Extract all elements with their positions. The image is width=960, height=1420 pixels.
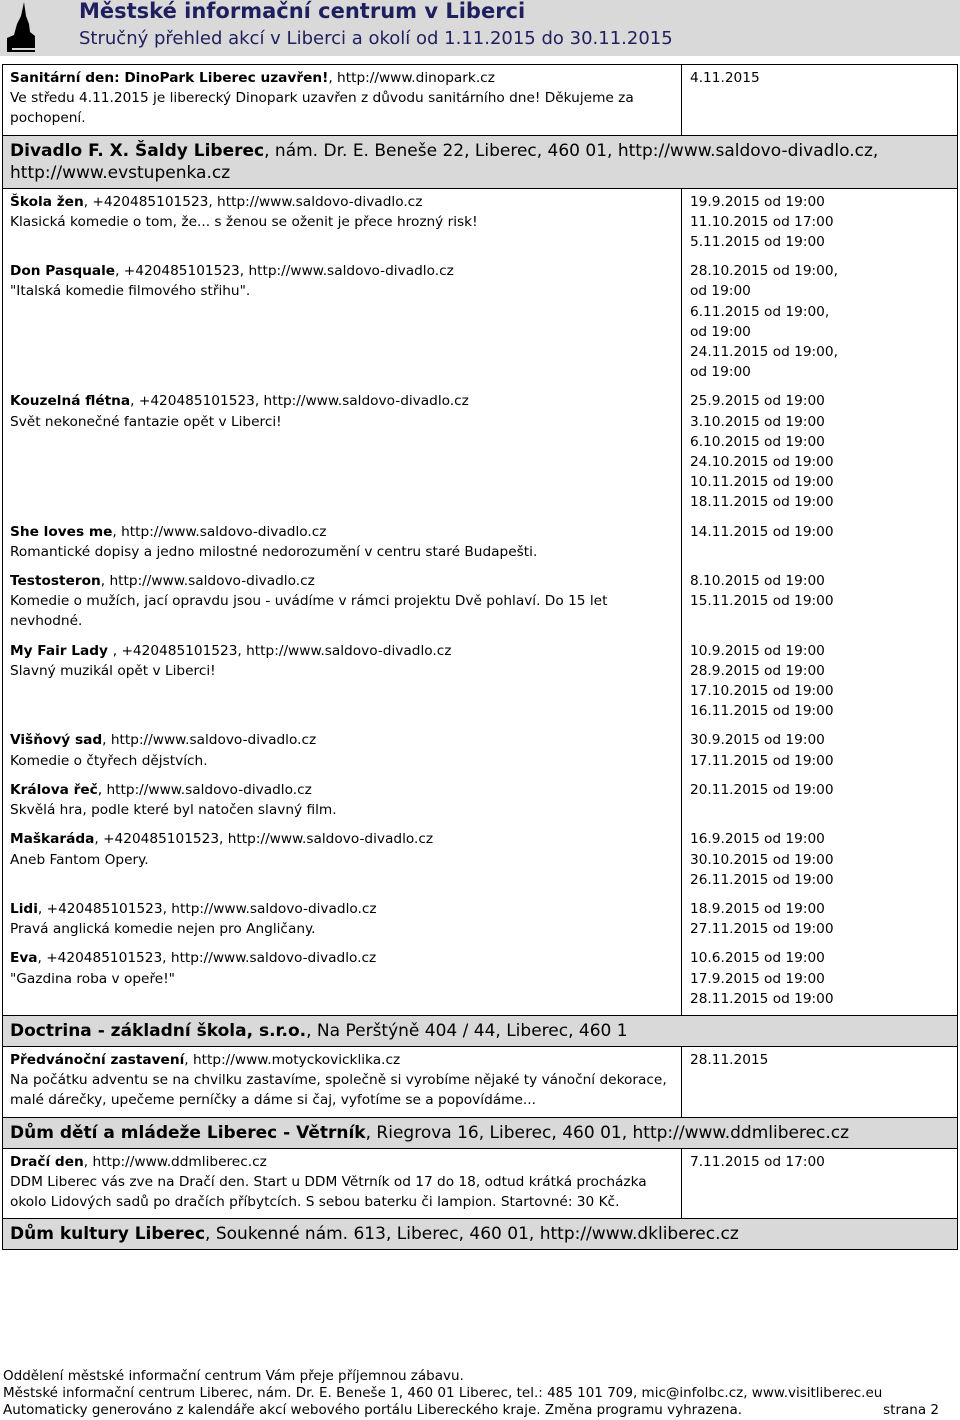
event-date: 17.9.2015 od 19:00 [690, 970, 825, 987]
page-subtitle: Stručný přehled akcí v Liberci a okolí od 1.11.2015 do 30.11.2015 [79, 28, 673, 49]
event-heading [10, 68, 674, 88]
venue-name: Dům dětí a mládeže Liberec - Větrník [10, 1122, 366, 1143]
date-list [690, 568, 950, 617]
event-name: Dračí den [10, 1153, 84, 1170]
event-info [3, 65, 682, 136]
event-date: 6.11.2015 od 19:00, [690, 303, 830, 320]
event-date: 28.10.2015 od 19:00, [690, 263, 838, 280]
event-row [3, 568, 958, 638]
event-info [3, 896, 682, 945]
event-contact: , http://www.motyckovicklika.cz [184, 1051, 401, 1068]
event-description: Slavný muzikál opět v Liberci! [10, 662, 216, 679]
date-list [690, 777, 950, 806]
events-table [2, 64, 958, 1250]
date-list [690, 388, 950, 518]
event-heading [10, 641, 674, 661]
event-heading [10, 829, 674, 849]
event-contact: , http://www.saldovo-divadlo.cz [97, 781, 312, 798]
event-row [3, 896, 958, 945]
event-info [3, 945, 682, 1015]
footer-disclaimer: Automaticky generováno z kalendáře akcí webového portálu Libereckého kraje. Změna programu vyhrazena. [3, 1402, 743, 1418]
date-list [690, 519, 950, 548]
event-dates [682, 638, 958, 728]
event-date: 3.10.2015 od 19:00 [690, 413, 825, 430]
event-info [3, 826, 682, 896]
event-date: 30.10.2015 od 19:00 [690, 851, 834, 868]
date-list [690, 258, 950, 388]
event-date: 18.9.2015 od 19:00 [690, 900, 825, 917]
venue-name: Doctrina - základní škola, s.r.o. [10, 1020, 307, 1041]
event-contact: , http://www.saldovo-divadlo.cz [100, 573, 315, 590]
event-date: 24.10.2015 od 19:00 [690, 454, 834, 471]
event-description: Na počátku adventu se na chvilku zastavíme, společně si vyrobíme nějaké ty vánoční dekorace, malé dárečky, upečeme perníčky a dáme si čaj, vyfotíme se a popovídáme... [10, 1072, 667, 1109]
event-name: She loves me [10, 523, 113, 540]
event-row [3, 1148, 958, 1219]
event-date: 10.11.2015 od 19:00 [690, 474, 834, 491]
page-header [0, 0, 960, 56]
event-block [10, 519, 674, 568]
venue-row [3, 1015, 958, 1046]
event-description: Komedie o mužích, jací opravdu jsou - uvádíme v rámci projektu Dvě pohlaví. Do 15 let nevhodné. [10, 593, 608, 630]
event-row [3, 188, 958, 258]
event-name: Králova řeč [10, 781, 98, 798]
event-dates [682, 777, 958, 826]
venue-header [3, 135, 958, 188]
event-info [3, 258, 682, 388]
event-block [10, 945, 674, 994]
event-contact: , +420485101523, http://www.saldovo-divadlo.cz [37, 900, 377, 917]
event-date: 18.11.2015 od 19:00 [690, 494, 834, 511]
event-date: 6.10.2015 od 19:00 [690, 433, 825, 450]
event-dates [682, 388, 958, 518]
date-list [690, 65, 950, 94]
event-info [3, 188, 682, 258]
venue-address: , nám. Dr. E. Beneše 22, Liberec, 460 01, http://www.saldovo-divadlo.cz, http://www.evstupenka.cz [10, 140, 879, 183]
event-date: 20.11.2015 od 19:00 [690, 781, 834, 798]
event-date: od 19:00 [690, 283, 751, 300]
event-heading [10, 261, 674, 281]
event-description: Skvělá hra, podle které byl natočen slavný film. [10, 802, 337, 819]
event-block [10, 1149, 674, 1219]
event-info [3, 388, 682, 518]
event-name: Sanitární den: DinoPark Liberec uzavřen! [10, 70, 329, 86]
event-date: 24.11.2015 od 19:00, [690, 344, 838, 361]
event-date: 10.9.2015 od 19:00 [690, 642, 825, 659]
venue-row [3, 1117, 958, 1148]
event-date: 27.11.2015 od 19:00 [690, 921, 834, 938]
event-heading [10, 522, 674, 542]
event-date: od 19:00 [690, 364, 751, 381]
event-dates [682, 568, 958, 638]
event-row [3, 945, 958, 1015]
event-heading [10, 571, 674, 591]
event-dates [682, 945, 958, 1015]
event-contact: , +420485101523, http://www.saldovo-divadlo.cz [94, 831, 434, 848]
footer-greeting: Oddělení městské informační centrum Vám přeje příjemnou zábavu. [3, 1368, 464, 1384]
event-info [3, 1046, 682, 1117]
venue-row [3, 135, 958, 188]
date-list [690, 1149, 950, 1178]
event-date: 28.11.2015 od 19:00 [690, 990, 834, 1007]
date-list [690, 945, 950, 1015]
event-date: 14.11.2015 od 19:00 [690, 523, 834, 540]
event-dates [682, 188, 958, 258]
venue-name: Dům kultury Liberec [10, 1224, 206, 1245]
event-contact: , +420485101523, http://www.saldovo-divadlo.cz [130, 393, 469, 410]
event-date: 15.11.2015 od 19:00 [690, 593, 834, 610]
event-description: Komedie o čtyřech dějstvích. [10, 752, 208, 769]
event-date: 10.6.2015 od 19:00 [690, 950, 825, 967]
event-dates [682, 258, 958, 388]
event-block [10, 727, 674, 776]
event-dates [682, 1046, 958, 1117]
event-dates [682, 65, 958, 136]
event-date: 25.9.2015 od 19:00 [690, 393, 825, 410]
event-dates [682, 826, 958, 896]
event-block [10, 896, 674, 945]
event-contact: , http://www.ddmliberec.cz [83, 1153, 267, 1170]
event-description: Klasická komedie o tom, že... s ženou se oženit je přece hrozný risk! [10, 213, 478, 230]
venue-address: , Riegrova 16, Liberec, 460 01, http://www.ddmliberec.cz [365, 1122, 850, 1143]
event-row [3, 727, 958, 776]
event-row [3, 826, 958, 896]
event-row [3, 388, 958, 518]
footer-contact: Městské informační centrum Liberec, nám. Dr. E. Beneše 1, 460 01 Liberec, tel.: 485 101 709, mic@infolbc.cz, www.visitliberec.eu [3, 1385, 883, 1401]
event-name: Předvánoční zastavení [10, 1051, 185, 1068]
event-date: od 19:00 [690, 323, 751, 340]
venue-header [3, 1015, 958, 1046]
event-block [10, 189, 674, 238]
event-description: Ve středu 4.11.2015 je liberecký Dinopark uzavřen z důvodu sanitárního dne! Děkujeme za pochopení. [10, 90, 634, 127]
event-heading [10, 1050, 674, 1070]
event-name: Višňový sad [10, 732, 103, 749]
event-block [10, 826, 674, 875]
event-dates [682, 896, 958, 945]
event-contact: , +420485101523, http://www.saldovo-divadlo.cz [37, 950, 377, 967]
event-description: Svět nekonečné fantazie opět v Liberci! [10, 413, 282, 430]
event-name: Maškaráda [10, 831, 95, 848]
event-date: 8.10.2015 od 19:00 [690, 573, 825, 590]
event-name: Lidi [10, 900, 38, 917]
event-date: 11.10.2015 od 17:00 [690, 213, 834, 230]
event-name: Škola žen [10, 193, 84, 210]
event-row [3, 65, 958, 136]
event-date: 17.11.2015 od 19:00 [690, 752, 834, 769]
event-date: 26.11.2015 od 19:00 [690, 871, 834, 888]
page-title: Městské informační centrum v Liberci [79, 0, 526, 23]
event-date: 28.11.2015 [690, 1051, 769, 1068]
event-heading [10, 192, 674, 212]
event-info [3, 1148, 682, 1219]
event-date: 19.9.2015 od 19:00 [690, 193, 825, 210]
event-date: 16.9.2015 od 19:00 [690, 831, 825, 848]
event-description: DDM Liberec vás zve na Dračí den. Start u DDM Větrník od 17 do 18, odtud krátká procházka okolo Lidových sadů po dračích příbytcích. S sebou baterku či lampion. Startovné: 30 Kč. [10, 1173, 647, 1210]
page-footer [3, 1368, 953, 1419]
event-name: My Fair Lady [10, 642, 113, 659]
event-name: Don Pasquale [10, 263, 116, 280]
event-heading [10, 1152, 674, 1172]
event-info [3, 727, 682, 776]
event-date: 17.10.2015 od 19:00 [690, 683, 834, 700]
event-date: 28.9.2015 od 19:00 [690, 662, 825, 679]
event-date: 16.11.2015 od 19:00 [690, 703, 834, 720]
page-number: strana 2 [883, 1402, 939, 1418]
event-dates [682, 519, 958, 568]
event-heading [10, 780, 674, 800]
date-list [690, 826, 950, 896]
event-block [10, 388, 674, 437]
event-dates [682, 1148, 958, 1219]
event-description: "Italská komedie filmového střihu". [10, 283, 251, 300]
venue-header [3, 1219, 958, 1250]
event-date: 5.11.2015 od 19:00 [690, 234, 825, 251]
event-heading [10, 730, 674, 750]
event-block [10, 258, 674, 307]
event-info [3, 568, 682, 638]
venue-address: , Na Perštýně 404 / 44, Liberec, 460 1 [306, 1020, 628, 1041]
event-block [10, 638, 674, 687]
event-contact: , http://www.saldovo-divadlo.cz [112, 523, 327, 540]
event-info [3, 777, 682, 826]
venue-name: Divadlo F. X. Šaldy Liberec [10, 140, 265, 161]
event-dates [682, 727, 958, 776]
event-row [3, 1046, 958, 1117]
venue-header [3, 1117, 958, 1148]
event-contact: , +420485101523, http://www.saldovo-divadlo.cz [83, 193, 423, 210]
event-date: 4.11.2015 [690, 70, 760, 86]
event-block [10, 777, 674, 826]
event-contact: , http://www.saldovo-divadlo.cz [102, 732, 317, 749]
event-heading [10, 899, 674, 919]
event-name: Testosteron [10, 573, 101, 590]
event-block [10, 568, 674, 638]
date-list [690, 638, 950, 728]
date-list [690, 189, 950, 259]
event-heading [10, 948, 674, 968]
event-info [3, 638, 682, 728]
event-block [10, 1047, 674, 1117]
event-name: Kouzelná flétna [10, 393, 131, 410]
date-list [690, 1047, 950, 1076]
event-row [3, 519, 958, 568]
event-info [3, 519, 682, 568]
venue-row [3, 1219, 958, 1250]
event-description: Pravá anglická komedie nejen pro Angličany. [10, 921, 316, 938]
event-contact: , +420485101523, http://www.saldovo-divadlo.cz [115, 263, 454, 280]
date-list [690, 896, 950, 945]
date-list [690, 727, 950, 776]
church-logo-icon [2, 2, 46, 52]
event-date: 30.9.2015 od 19:00 [690, 732, 825, 749]
event-heading [10, 391, 674, 411]
event-name: Eva [10, 950, 38, 967]
event-row [3, 258, 958, 388]
event-row [3, 777, 958, 826]
venue-address: , Soukenné nám. 613, Liberec, 460 01, http://www.dkliberec.cz [205, 1224, 739, 1245]
event-block [10, 65, 674, 135]
event-row [3, 638, 958, 728]
event-description: "Gazdina roba v opeře!" [10, 970, 175, 987]
event-date: 7.11.2015 od 17:00 [690, 1153, 825, 1170]
event-description: Romantické dopisy a jedno milostné nedorozumění v centru staré Budapešti. [10, 543, 538, 560]
event-description: Aneb Fantom Opery. [10, 851, 149, 868]
event-contact: , +420485101523, http://www.saldovo-divadlo.cz [112, 642, 452, 659]
event-contact: , http://www.dinopark.cz [328, 70, 495, 86]
